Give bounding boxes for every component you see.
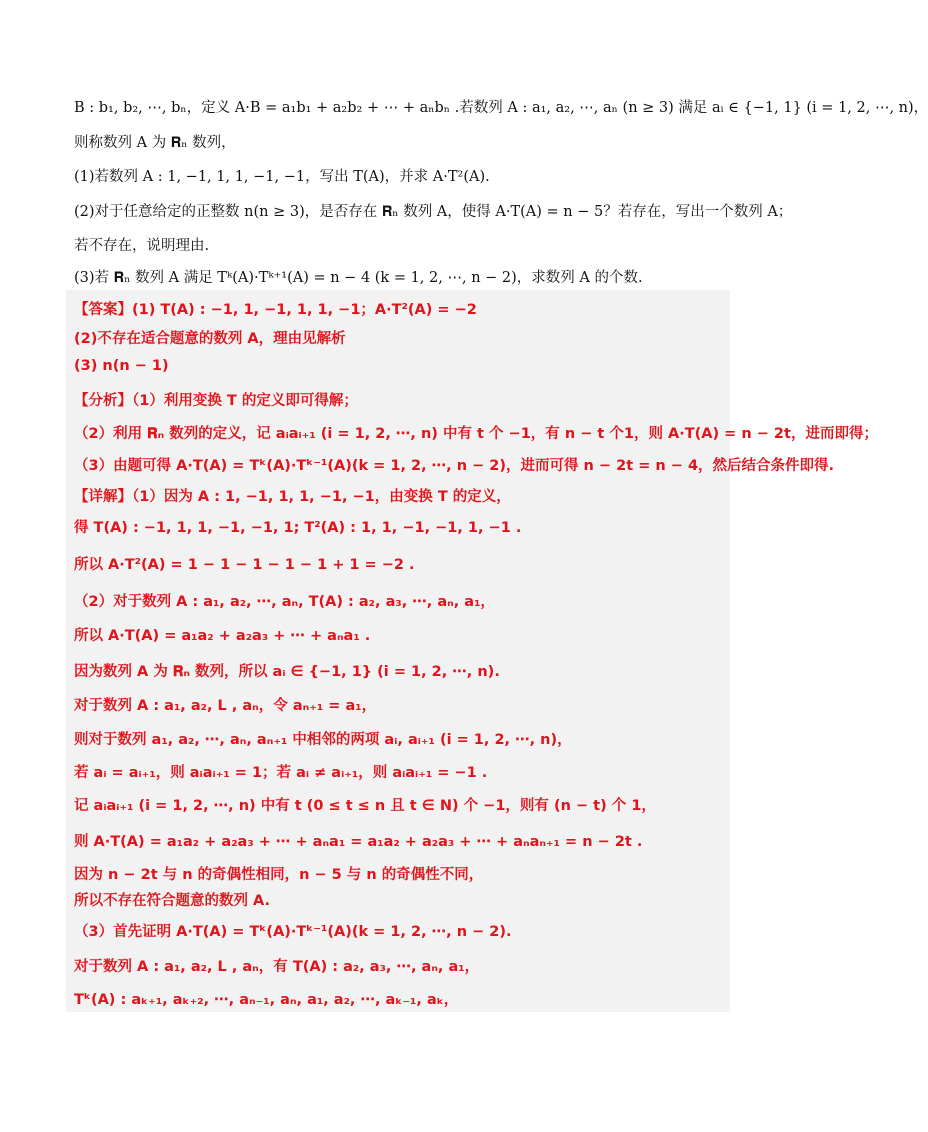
detail-line-15: 对于数列 A : a₁, a₂, L , aₙ，有 T(A) : a₂, a₃, ⋯, aₙ, a₁， bbox=[74, 959, 480, 975]
question-part-3: (3)若 𝐑ₙ 数列 A 满足 Tᵏ(A)·Tᵏ⁺¹(A) = n − 4 (k = 1, 2, ⋯, n − 2)，求数列 A 的个数. bbox=[74, 270, 643, 286]
detail-line-11: 则 A·T(A) = a₁a₂ + a₂a₃ + ⋯ + aₙa₁ = a₁a₂ + a₂a₃ + ⋯ + aₙaₙ₊₁ = n − 2t . bbox=[74, 834, 643, 850]
detail-line-13: 所以不存在符合题意的数列 A. bbox=[74, 893, 271, 909]
detail-line-4: （2）对于数列 A : a₁, a₂, ⋯, aₙ, T(A) : a₂, a₃, ⋯, aₙ, a₁， bbox=[74, 594, 495, 610]
analysis-line-3: （3）由题可得 A·T(A) = Tᵏ(A)·Tᵏ⁻¹(A)(k = 1, 2, ⋯, n − 2)，进而可得 n − 2t = n − 4，然后结合条件即得. bbox=[74, 458, 835, 474]
detail-line-10: 记 aᵢaᵢ₊₁ (i = 1, 2, ⋯, n) 中有 t (0 ≤ t ≤ n 且 t ∈ N) 个 −1，则有 (n − t) 个 1， bbox=[74, 798, 656, 814]
answer-line-2: (2)不存在适合题意的数列 A，理由见解析 bbox=[74, 331, 346, 347]
detail-line-9: 若 aᵢ = aᵢ₊₁，则 aᵢaᵢ₊₁ = 1；若 aᵢ ≠ aᵢ₊₁，则 aᵢaᵢ₊₁ = −1 . bbox=[74, 765, 488, 781]
question-line-2: 则称数列 A 为 𝐑ₙ 数列， bbox=[74, 135, 236, 151]
detail-line-7: 对于数列 A : a₁, a₂, L , aₙ，令 aₙ₊₁ = a₁， bbox=[74, 698, 377, 714]
detail-line-5: 所以 A·T(A) = a₁a₂ + a₂a₃ + ⋯ + aₙa₁ . bbox=[74, 628, 371, 644]
detail-line-6: 因为数列 A 为 𝐑ₙ 数列，所以 aᵢ ∈ {−1, 1} (i = 1, 2, ⋯, n). bbox=[74, 664, 500, 680]
detail-line-16: Tᵏ(A) : aₖ₊₁, aₖ₊₂, ⋯, aₙ₋₁, aₙ, a₁, a₂, ⋯, aₖ₋₁, aₖ， bbox=[74, 992, 459, 1008]
detail-line-3: 所以 A·T²(A) = 1 − 1 − 1 − 1 − 1 + 1 = −2 . bbox=[74, 557, 415, 573]
detail-line-2: 得 T(A) : −1, 1, 1, −1, −1, 1; T²(A) : 1, 1, −1, −1, 1, −1 . bbox=[74, 520, 522, 536]
detail-line-12: 因为 n − 2t 与 n 的奇偶性相同，n − 5 与 n 的奇偶性不同， bbox=[74, 867, 484, 883]
detail-line-8: 则对于数列 a₁, a₂, ⋯, aₙ, aₙ₊₁ 中相邻的两项 aᵢ, aᵢ₊₁ (i = 1, 2, ⋯, n)， bbox=[74, 732, 572, 748]
analysis-line-1: 【分析】（1）利用变换 T 的定义即可得解； bbox=[74, 393, 358, 409]
question-part-2-cont: 若不存在，说明理由. bbox=[74, 238, 210, 254]
question-part-2: (2)对于任意给定的正整数 n(n ≥ 3)，是否存在 𝐑ₙ 数列 A，使得 A·T(A) = n − 5？若存在，写出一个数列 A； bbox=[74, 204, 793, 220]
answer-line-3: (3) n(n − 1) bbox=[74, 358, 169, 374]
question-line-1: B : b₁, b₂, ⋯, bₙ，定义 A·B = a₁b₁ + a₂b₂ + ⋯ + aₙbₙ .若数列 A : a₁, a₂, ⋯, aₙ (n ≥ 3) 满足 aᵢ ∈ {−1, 1} (i = 1, 2, ⋯, n)， bbox=[74, 100, 928, 116]
detail-line-14: （3）首先证明 A·T(A) = Tᵏ(A)·Tᵏ⁻¹(A)(k = 1, 2, ⋯, n − 2). bbox=[74, 924, 512, 940]
analysis-line-2: （2）利用 𝐑ₙ 数列的定义，记 aᵢaᵢ₊₁ (i = 1, 2, ⋯, n) 中有 t 个 −1，有 n − t 个1，则 A·T(A) = n − 2t，进而即得； bbox=[74, 426, 878, 442]
question-part-1: (1)若数列 A : 1, −1, 1, 1, −1, −1，写出 T(A)，并求 A·T²(A). bbox=[74, 169, 490, 185]
detail-line-1: 【详解】（1）因为 A : 1, −1, 1, 1, −1, −1，由变换 T 的定义， bbox=[74, 489, 511, 505]
answer-line-1: 【答案】(1) T(A) : −1, 1, −1, 1, 1, −1；A·T²(A) = −2 bbox=[74, 302, 477, 318]
